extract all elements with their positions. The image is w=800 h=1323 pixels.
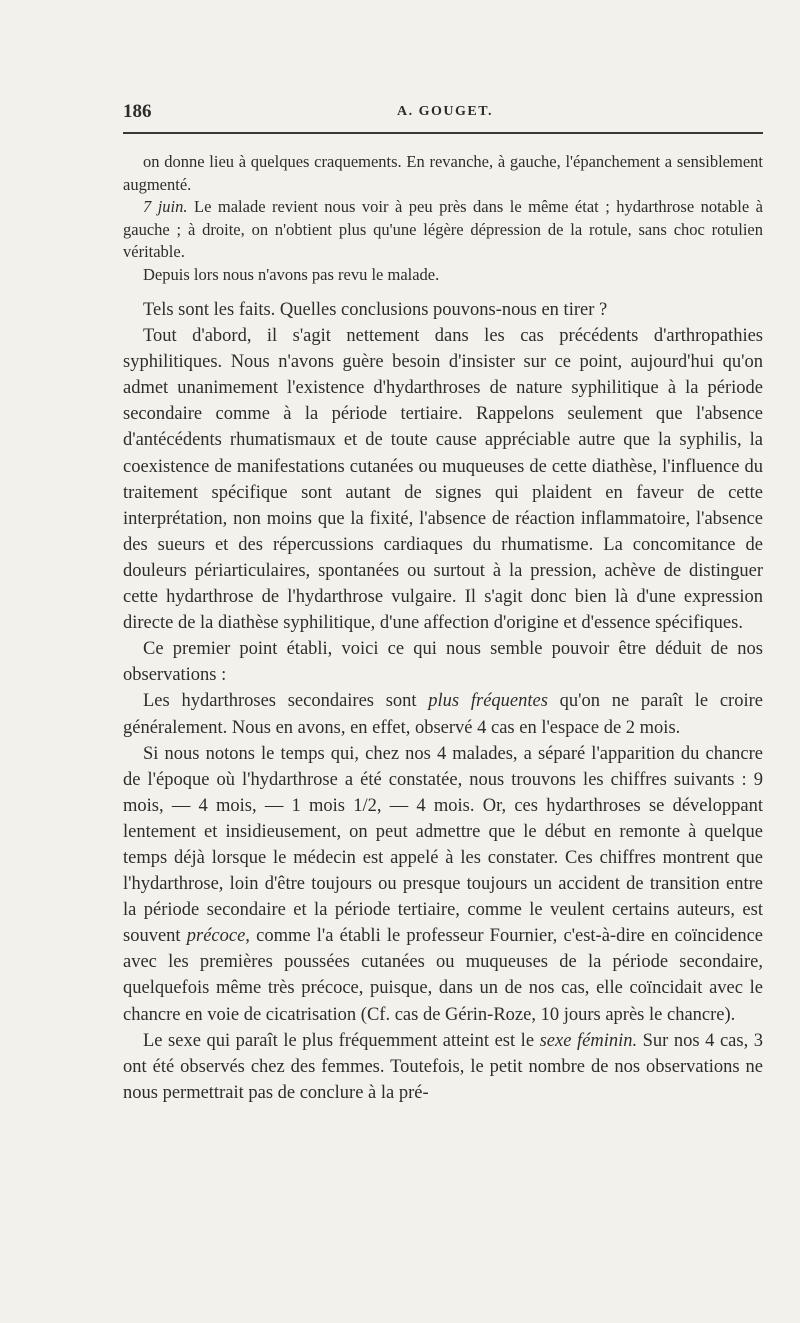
page-header bbox=[123, 101, 763, 125]
p4-emphasis: plus fréquentes bbox=[428, 691, 548, 712]
body-paragraph-1: Tels sont les faits. Quelles conclusions pouvons-nous en tirer ? bbox=[143, 300, 608, 320]
notes-paragraph-2-text: Le malade revient nous voir à peu près dans le même état ; hydarthrose notable à gauche ; à droite, on n'obtient plus qu'une légère dépression de la rotule, sans choc rotulien véritable. bbox=[123, 197, 764, 261]
p5-emphasis: précoce, bbox=[186, 926, 250, 947]
body-paragraph-5 bbox=[123, 741, 763, 1028]
p5-text-a: Si nous notons le temps qui, chez nos 4 malades, a séparé l'apparition du chancre de l'époque où l'hydarthrose a été constatée, nous trouvons les chiffres suivants : 9 mois, — 4 mois, — 1 mois 1/2, — 4 mois. Or, ces hydarthroses se développant lentement et insidieusement, on peut admettre que le début en remonte à quelque temps déjà lorsque le médecin est appelé à les constater. Ces chiffres montrent que l'hydarthrose, loin d'être toujours ou presque toujours un accident de transition entre la période secondaire et la période tertiaire, comme le veulent certains auteurs, est souvent bbox=[123, 743, 763, 947]
page-number: 186 bbox=[123, 101, 152, 122]
p6-text-b: Sur nos 4 cas, 3 ont été observés chez des femmes. Toutefois, le petit nombre de nos observations ne nous permettrait pas de conclure à la pré- bbox=[123, 1030, 763, 1103]
notes-paragraph-3: Depuis lors nous n'avons pas revu le malade. bbox=[143, 264, 440, 284]
p6-text-a: Le sexe qui paraît le plus fréquemment atteint est le bbox=[143, 1030, 540, 1051]
p4-text-a: Les hydarthroses secondaires sont bbox=[143, 691, 429, 712]
observation-notes bbox=[123, 151, 763, 286]
main-text bbox=[123, 297, 763, 1106]
running-head: A. GOUGET. bbox=[397, 104, 494, 119]
notes-paragraph-1: on donne lieu à quelques craquements. En revanche, à gauche, l'épanchement a sensiblement augmenté. bbox=[123, 152, 763, 194]
body-paragraph-4 bbox=[123, 688, 763, 740]
notes-paragraph-2 bbox=[123, 196, 763, 264]
body-paragraph-2: Tout d'abord, il s'agit nettement dans les cas précédents d'arthropathies syphilitiques. Nous n'avons guère besoin d'insister sur ce point, aujourd'hui qu'on admet unanimement l'existence d'hydarthroses de nature syphilitique à la période secondaire comme à la période tertiaire. Rappelons seulement que l'absence d'antécédents rhumatismaux et de toute cause appréciable autre que la syphilis, la coexistence de manifestations cutanées ou muqueuses de cette diathèse, l'influence du traitement spécifique sont autant de signes qui plaident en faveur de cette interprétation, non moins que la fixité, l'absence de réaction inflammatoire, l'absence des sueurs et des répercussions cardiaques du rhumatisme. La concomitance de douleurs périarticulaires, spontanées ou surtout à la pression, achève de distinguer cette hydarthrose de l'hydarthrose vulgaire. Il s'agit donc bien là d'une expression directe de la diathèse syphilitique, d'une affection d'origine et d'essence spécifiques. bbox=[123, 326, 763, 634]
body-paragraph-3: Ce premier point établi, voici ce qui nous semble pouvoir être déduit de nos observations : bbox=[123, 639, 763, 686]
p5-text-b: comme l'a établi le professeur Fournier, c'est-à-dire en coïncidence avec les premières poussées cutanées ou muqueuses de la période secondaire, quelquefois même très précoce, puisque, dans un de nos cas, elle coïncidait avec le chancre en voie de cicatrisation (Cf. cas de Gérin-Roze, 10 jours après le chancre). bbox=[123, 926, 763, 1025]
p6-emphasis: sexe féminin. bbox=[539, 1030, 638, 1051]
header-rule bbox=[123, 132, 763, 134]
body-paragraph-6 bbox=[123, 1028, 763, 1106]
p4-text-b: qu'on ne paraît le croire généralement. Nous en avons, en effet, observé 4 cas en l'espace de 2 mois. bbox=[123, 691, 763, 738]
notes-date: 7 juin. bbox=[143, 197, 188, 216]
